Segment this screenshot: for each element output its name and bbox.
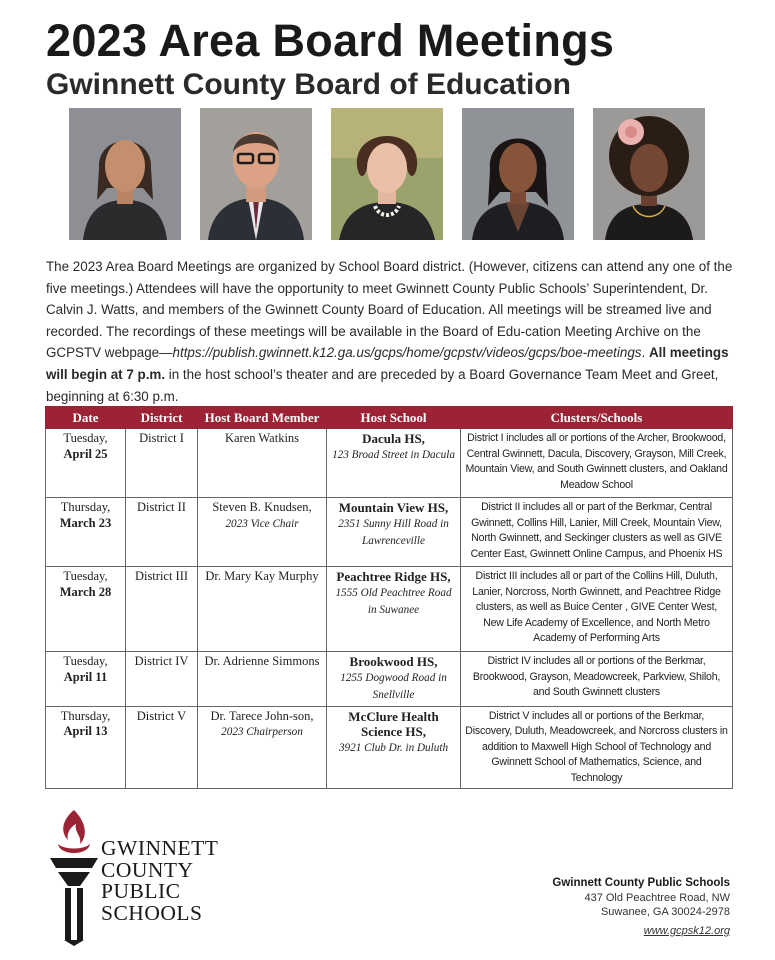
school-name: Dacula HS, — [362, 431, 425, 446]
logo-line-1: GWINNETT — [101, 836, 219, 860]
member-name: Dr. Mary Kay Murphy — [205, 569, 319, 583]
district-cell: District I — [126, 429, 198, 498]
meeting-date: April 25 — [63, 446, 108, 461]
meeting-date: April 13 — [63, 724, 108, 738]
meeting-day: Thursday, — [60, 500, 111, 514]
school-address: 1255 Dogwood Road in Snellville — [340, 671, 447, 701]
clusters-cell: District V includes all or portions of the Berkmar, Discovery, Duluth, Meadowcreek, and Norcross clusters in addition to Maxwell High School of Technology and Gwinnett School of Mathematics, Science, and Technology — [461, 706, 733, 789]
intro-paragraph — [46, 256, 736, 407]
district-cell: District III — [126, 567, 198, 652]
meeting-time-note: All meetings will begin at 7 p.m. — [46, 345, 729, 382]
school-name: Mountain View HS, — [338, 500, 449, 515]
logo-line-3: PUBLIC — [101, 879, 181, 903]
school-cell — [327, 652, 461, 707]
member-cell — [198, 706, 327, 789]
school-cell — [327, 706, 461, 789]
date-cell — [46, 498, 126, 567]
meeting-day: Tuesday, — [63, 569, 108, 583]
school-cell — [327, 429, 461, 498]
table-row — [46, 429, 733, 498]
clusters-cell: District I includes all or portions of the Archer, Brookwood, Central Gwinnett, Dacula, Discovery, Grayson, Mill Creek, Mountain View, and South Gwinnett clusters, and Oakland Meadow School — [461, 429, 733, 498]
school-address: 123 Broad Street in Dacula — [332, 448, 455, 461]
meeting-day: Tuesday, — [63, 431, 108, 445]
member-name: Dr. Adrienne Simmons — [204, 654, 320, 668]
header-host-board-member: Host Board Member — [198, 407, 327, 429]
clusters-cell: District IV includes all or portions of the Berkmar, Brookwood, Grayson, Meadowcreek, Parkview, Shiloh, and South Gwinnett clusters — [461, 652, 733, 707]
school-address: 1555 Old Peachtree Road in Suwanee — [335, 586, 452, 616]
page-title: 2023 Area Board Meetings — [46, 15, 615, 66]
date-cell — [46, 567, 126, 652]
board-member-photo-3 — [331, 108, 443, 240]
school-cell — [327, 567, 461, 652]
school-name: McClure Health Science HS, — [348, 708, 439, 739]
school-address: 2351 Sunny Hill Road in Lawrenceville — [338, 517, 449, 547]
intro-text-3: in the host school’s theater and are preceded by a Board Governance Team Meet and Greet, beginning at 6:30 p.m. — [46, 366, 719, 404]
school-address: 3921 Club Dr. in Duluth — [338, 741, 449, 754]
meeting-date: March 28 — [59, 584, 112, 599]
header-date: Date — [46, 407, 126, 429]
meeting-day: Thursday, — [60, 708, 111, 723]
table-row — [46, 498, 733, 567]
clusters-cell: District III includes all or part of the Collins Hill, Duluth, Lanier, Norcross, North Gwinnett, and Peachtree Ridge clusters, as well as Buice Center , GIVE Center West, New Life Academy of Excellence, and North Metro Academy of Performing Arts — [461, 567, 733, 652]
contact-block — [552, 876, 730, 938]
board-member-photo-4 — [462, 108, 574, 240]
member-name: Dr. Tarece John-son, — [210, 708, 314, 723]
table-row — [46, 652, 733, 707]
board-member-photo-5 — [593, 108, 705, 240]
meeting-date: March 23 — [59, 515, 112, 530]
member-cell — [198, 429, 327, 498]
board-member-photo-2 — [200, 108, 312, 240]
board-member-photos — [69, 108, 705, 240]
member-role: 2023 Vice Chair — [225, 517, 299, 530]
member-role: 2023 Chairperson — [221, 726, 303, 738]
date-cell — [46, 706, 126, 789]
archive-url[interactable]: https://publish.gwinnett.k12.ga.us/gcps/home/gcpstv/videos/gcps/boe-meetings — [172, 345, 642, 361]
district-cell: District V — [126, 706, 198, 789]
intro-text-2: . — [641, 345, 649, 361]
clusters-cell: District II includes all or part of the Berkmar, Central Gwinnett, Collins Hill, Lanier, Mill Creek, Mountain View, North Gwinnett, and Seckinger clusters as well as GIVE Center East, Gwinnett Online Campus, and Phoenix HS — [461, 498, 733, 567]
date-cell — [46, 652, 126, 707]
district-cell: District II — [126, 498, 198, 567]
header-district: District — [126, 407, 198, 429]
meetings-table — [45, 406, 733, 789]
table-row — [46, 567, 733, 652]
logo-wordmark — [101, 838, 218, 924]
logo-line-2: COUNTY — [101, 857, 194, 882]
logo-line-4: SCHOOLS — [101, 900, 203, 925]
district-cell: District IV — [126, 652, 198, 707]
school-cell — [327, 498, 461, 567]
contact-org: Gwinnett County Public Schools — [552, 877, 730, 889]
board-member-photo-1 — [69, 108, 181, 240]
date-cell — [46, 429, 126, 498]
member-cell — [198, 652, 327, 707]
website-link[interactable]: www.gcpsk12.org — [643, 924, 730, 937]
member-name: Steven B. Knudsen, — [212, 500, 312, 514]
table-header-row — [46, 407, 733, 429]
contact-city: Suwanee, GA 30024-2978 — [600, 906, 730, 918]
meeting-date: April 11 — [63, 669, 108, 684]
header-clusters-schools: Clusters/Schools — [461, 407, 733, 429]
torch-icon — [44, 806, 104, 946]
page-subtitle: Gwinnett County Board of Education — [46, 68, 571, 101]
school-name: Brookwood HS, — [349, 654, 438, 669]
table-row — [46, 706, 733, 789]
member-cell — [198, 498, 327, 567]
member-cell — [198, 567, 327, 652]
meeting-day: Tuesday, — [63, 654, 108, 668]
school-name: Peachtree Ridge HS, — [336, 569, 451, 584]
intro-text-1: The 2023 Area Board Meetings are organized by School Board district. (However, citizens can attend any one of the five meetings.) Attendees will have the opportunity to meet Gwinnett County Public Schools’ Superintendent, Dr. Calvin J. Watts, and members of the Gwinnett County Board of Education. All meetings will be streamed live and recorded. The recordings of these meetings will be available in the Board of Edu-cation Meeting Archive on the GCPSTV webpage— — [46, 259, 733, 361]
member-name: Karen Watkins — [224, 431, 300, 445]
header-host-school: Host School — [327, 407, 461, 429]
contact-street: 437 Old Peachtree Road, NW — [584, 891, 730, 904]
